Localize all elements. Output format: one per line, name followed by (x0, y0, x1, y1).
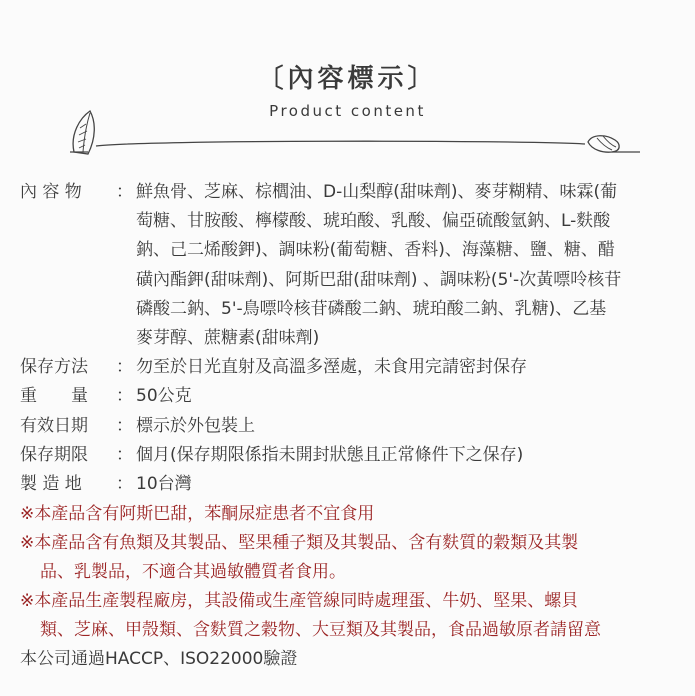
value-line: 麥芽醇、蔗糖素(甜味劑) (136, 328, 320, 349)
row-colon: ： (116, 444, 133, 465)
row-colon: ： (116, 182, 133, 202)
info-row (20, 382, 685, 411)
row-label: 內 容 物 (20, 182, 82, 202)
allergen-warning (20, 587, 685, 645)
row-label: 重 量 (20, 386, 88, 407)
row-colon: ： (116, 357, 133, 378)
warning-line: ※本產品含有魚類及其製品、堅果種子類及其製品、含有麩質的穀類及其製 (20, 533, 579, 553)
seashell-icon (588, 136, 619, 152)
row-value: 10台灣 (136, 474, 192, 495)
info-row (20, 178, 685, 353)
info-row (20, 441, 685, 470)
row-colon: ： (116, 415, 133, 436)
allergen-warning (20, 529, 685, 587)
row-value (136, 178, 685, 353)
value-line: 鮮魚骨、芝麻、棕櫚油、D-山梨醇(甜味劑)、麥芽糊精、味霖(葡 (136, 182, 618, 202)
row-label: 保存期限 (20, 444, 88, 465)
page-title: 〔內容標示〕 (257, 64, 438, 94)
value-line: 萄糖、甘胺酸、檸檬酸、琥珀酸、乳酸、偏亞硫酸氫鈉、L-麩酸 (136, 211, 611, 232)
info-row (20, 353, 685, 382)
row-value: 50公克 (136, 386, 192, 407)
row-label: 製 造 地 (20, 474, 82, 495)
row-colon: ： (116, 386, 133, 407)
warning-line: ※本產品含有阿斯巴甜，苯酮尿症患者不宜食用 (20, 504, 375, 524)
row-colon: ： (116, 474, 133, 495)
page-subtitle: Product content (269, 102, 426, 120)
decorative-divider (0, 104, 695, 164)
value-line: 磷酸二鈉、5'-鳥嘌呤核苷磷酸二鈉、琥珀酸二鈉、乳糖)、乙基 (136, 298, 607, 319)
info-row (20, 412, 685, 441)
row-label: 保存方法 (20, 357, 88, 378)
allergen-warning (20, 500, 685, 529)
info-row (20, 470, 685, 499)
certification-note: 本公司通過HACCP、ISO22000驗證 (20, 649, 298, 669)
leaf-icon (73, 111, 94, 154)
warning-line: 品、乳製品，不適合其過敏體質者食用。 (40, 562, 346, 583)
row-value: 個月(保存期限係指未開封狀態且正常條件下之保存) (136, 444, 524, 465)
row-label: 有效日期 (20, 415, 88, 436)
row-value: 標示於外包裝上 (136, 415, 255, 436)
ingredient-table (20, 178, 685, 499)
value-line: 磺內酯鉀(甜味劑)、阿斯巴甜(甜味劑) 、調味粉(5'-次黃嘌呤核苷 (136, 269, 622, 290)
warning-line: 類、芝麻、甲殼類、含麩質之穀物、大豆類及其製品，食品過敏原者請留意 (40, 620, 601, 641)
warning-line: ※本產品生產製程廠房，其設備或生產管線同時處理蛋、牛奶、堅果、螺貝 (20, 591, 579, 611)
row-value: 勿至於日光直射及高溫多溼處，未食用完請密封保存 (136, 357, 527, 378)
value-line: 鈉、己二烯酸鉀)、調味粉(葡萄糖、香料)、海藻糖、鹽、糖、醋 (136, 240, 615, 261)
